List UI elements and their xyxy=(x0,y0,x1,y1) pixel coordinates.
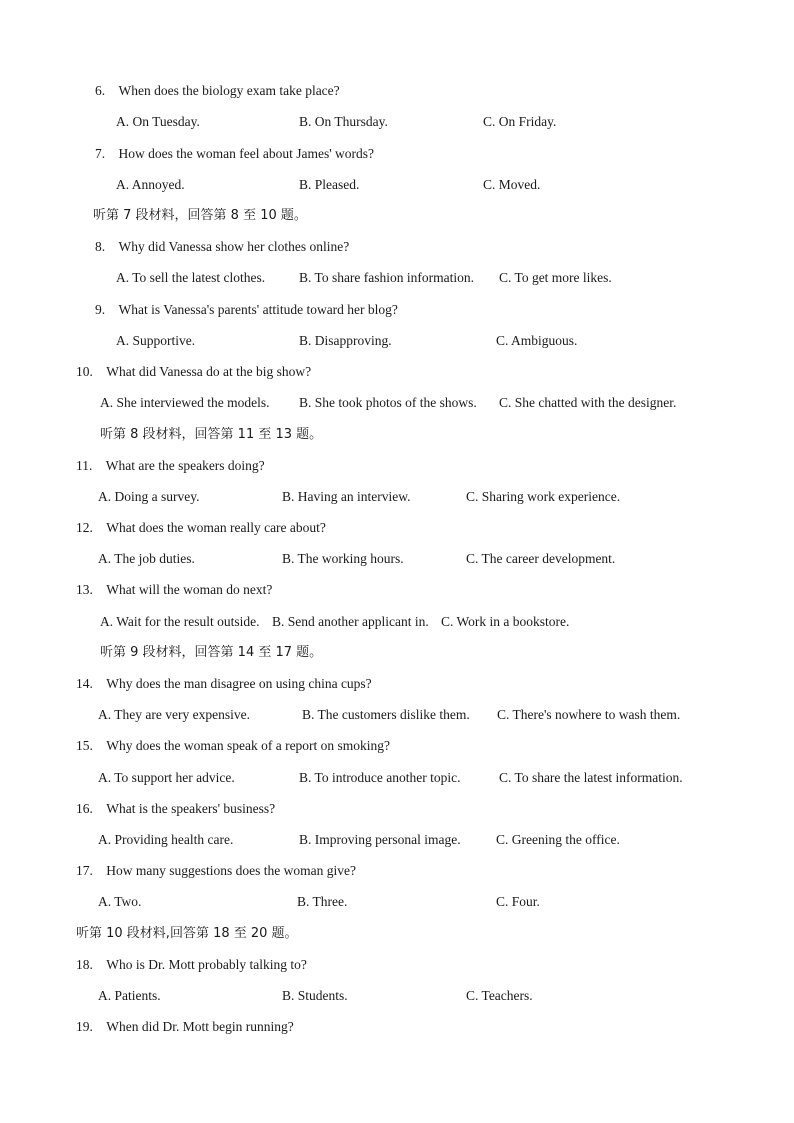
question-text: What does the woman really care about? xyxy=(106,520,326,535)
question-number: 8. xyxy=(95,239,106,254)
option-9a: A. Supportive. xyxy=(116,333,196,348)
question-number: 19. xyxy=(76,1019,93,1034)
option-8c: C. To get more likes. xyxy=(499,270,612,285)
option-11b: B. Having an interview. xyxy=(282,489,411,504)
question-7 xyxy=(95,146,374,162)
question-number: 11. xyxy=(76,458,93,473)
question-16 xyxy=(76,801,275,817)
question-text: Who is Dr. Mott probably talking to? xyxy=(106,957,307,972)
question-number: 17. xyxy=(76,863,93,878)
option-10c: C. She chatted with the designer. xyxy=(499,395,677,410)
question-15 xyxy=(76,738,390,754)
option-14b: B. The customers dislike them. xyxy=(302,707,470,722)
option-11c: C. Sharing work experience. xyxy=(466,489,621,504)
question-text: What is the speakers' business? xyxy=(106,801,276,816)
option-7c: C. Moved. xyxy=(483,177,541,192)
option-7b: B. Pleased. xyxy=(299,177,360,192)
question-number: 16. xyxy=(76,801,93,816)
question-13 xyxy=(76,582,272,598)
question-number: 9. xyxy=(95,302,106,317)
option-8a: A. To sell the latest clothes. xyxy=(116,270,266,285)
option-16c: C. Greening the office. xyxy=(496,832,620,847)
question-text: How does the woman feel about James' words? xyxy=(118,146,374,161)
option-15a: A. To support her advice. xyxy=(98,770,235,785)
option-11a: A. Doing a survey. xyxy=(98,489,200,504)
option-17c: C. Four. xyxy=(496,894,540,909)
option-7a: A. Annoyed. xyxy=(116,177,185,192)
question-text: What are the speakers doing? xyxy=(105,458,265,473)
question-11 xyxy=(76,458,265,474)
option-12a: A. The job duties. xyxy=(98,551,195,566)
option-13a: A. Wait for the result outside. xyxy=(100,614,260,629)
option-14a: A. They are very expensive. xyxy=(98,707,250,722)
option-6c: C. On Friday. xyxy=(483,114,557,129)
option-6a: A. On Tuesday. xyxy=(116,114,200,129)
option-16b: B. Improving personal image. xyxy=(299,832,461,847)
question-19 xyxy=(76,1019,294,1035)
question-8 xyxy=(95,239,349,255)
option-12c: C. The career development. xyxy=(466,551,616,566)
option-15b: B. To introduce another topic. xyxy=(299,770,461,785)
section-heading-10: 听第 10 段材料,回答第 18 至 20 题。 xyxy=(76,926,298,941)
question-number: 10. xyxy=(76,364,93,379)
option-13c: C. Work in a bookstore. xyxy=(441,614,570,629)
option-13b: B. Send another applicant in. xyxy=(272,614,429,629)
section-heading-9: 听第 9 段材料，回答第 14 至 17 题。 xyxy=(100,645,323,660)
question-number: 13. xyxy=(76,582,93,597)
question-number: 6. xyxy=(95,83,106,98)
question-number: 18. xyxy=(76,957,93,972)
question-14 xyxy=(76,676,372,692)
option-6b: B. On Thursday. xyxy=(299,114,388,129)
question-text: When does the biology exam take place? xyxy=(118,83,340,98)
question-17 xyxy=(76,863,356,879)
question-10 xyxy=(76,364,311,380)
option-16a: A. Providing health care. xyxy=(98,832,234,847)
option-9b: B. Disapproving. xyxy=(299,333,392,348)
question-number: 12. xyxy=(76,520,93,535)
section-heading-7: 听第 7 段材料，回答第 8 至 10 题。 xyxy=(93,208,307,223)
option-9c: C. Ambiguous. xyxy=(496,333,578,348)
question-text: What will the woman do next? xyxy=(106,582,273,597)
option-17a: A. Two. xyxy=(98,894,142,909)
section-heading-8: 听第 8 段材料，回答第 11 至 13 题。 xyxy=(100,427,323,442)
question-number: 15. xyxy=(76,738,93,753)
question-12 xyxy=(76,520,326,536)
option-17b: B. Three. xyxy=(297,894,348,909)
option-18a: A. Patients. xyxy=(98,988,161,1003)
option-18b: B. Students. xyxy=(282,988,348,1003)
question-number: 7. xyxy=(95,146,106,161)
question-text: What is Vanessa's parents' attitude toward her blog? xyxy=(118,302,398,317)
option-10b: B. She took photos of the shows. xyxy=(299,395,477,410)
option-8b: B. To share fashion information. xyxy=(299,270,475,285)
option-15c: C. To share the latest information. xyxy=(499,770,683,785)
option-18c: C. Teachers. xyxy=(466,988,533,1003)
question-9 xyxy=(95,302,398,318)
question-text: What did Vanessa do at the big show? xyxy=(106,364,312,379)
question-number: 14. xyxy=(76,676,93,691)
question-18 xyxy=(76,957,307,973)
question-text: How many suggestions does the woman give? xyxy=(106,863,356,878)
question-text: Why does the woman speak of a report on smoking? xyxy=(106,738,391,753)
question-text: Why does the man disagree on using china cups? xyxy=(106,676,372,691)
question-text: When did Dr. Mott begin running? xyxy=(106,1019,294,1034)
question-6 xyxy=(95,83,340,99)
question-text: Why did Vanessa show her clothes online? xyxy=(118,239,350,254)
option-14c: C. There's nowhere to wash them. xyxy=(497,707,681,722)
option-10a: A. She interviewed the models. xyxy=(100,395,270,410)
option-12b: B. The working hours. xyxy=(282,551,404,566)
